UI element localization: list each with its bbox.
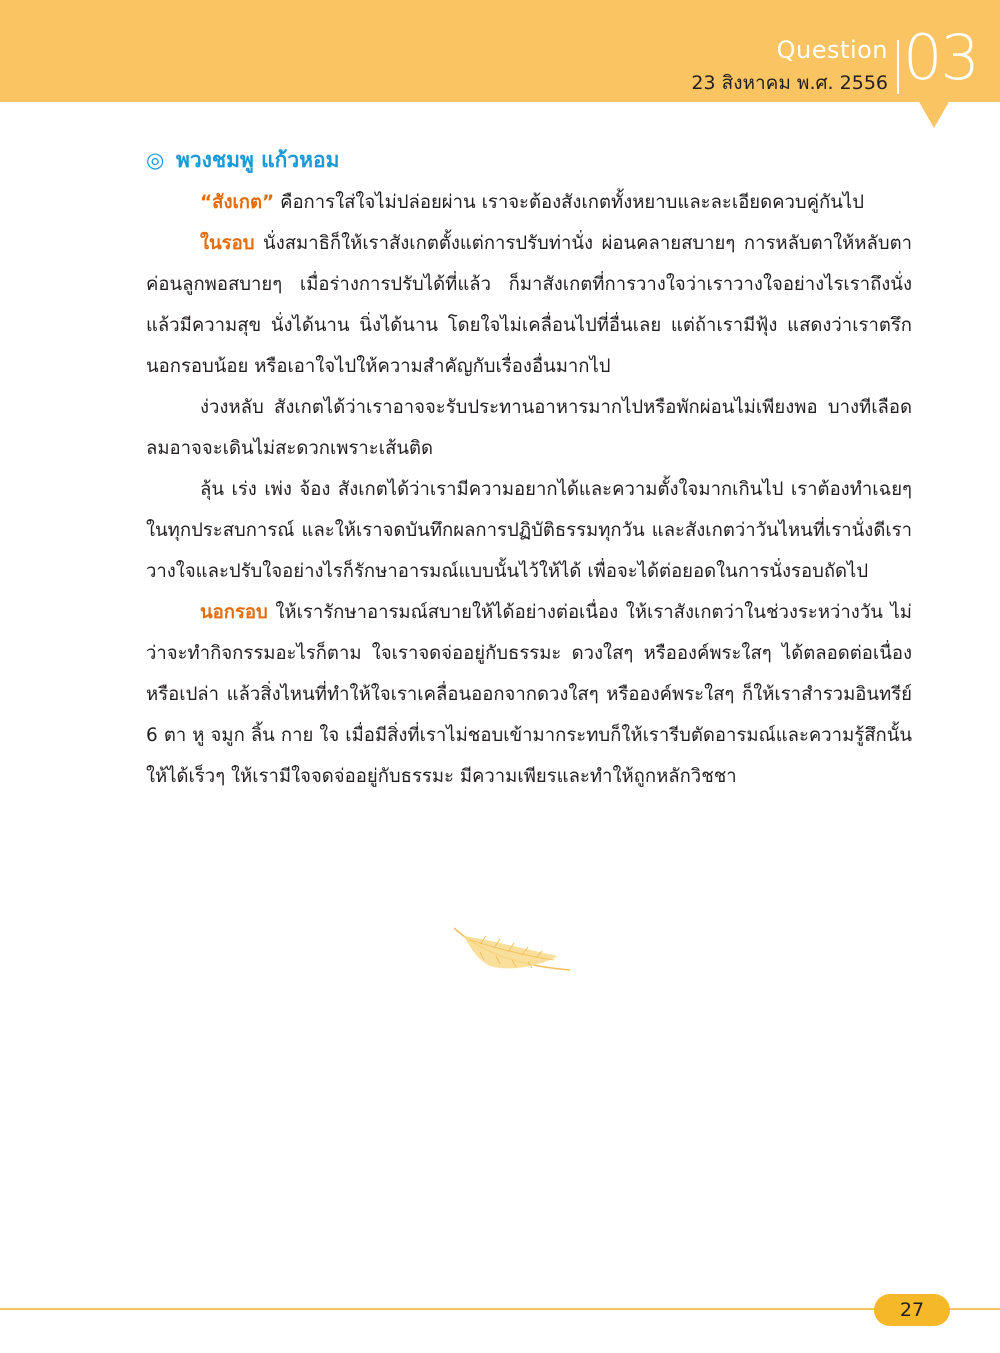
feather-icon	[450, 922, 574, 982]
keyword-out-session: นอกรอบ	[200, 602, 268, 623]
header-pointer	[918, 100, 950, 128]
paragraph-in-session	[146, 223, 912, 387]
footer-rule	[946, 1308, 1000, 1310]
header-divider	[897, 40, 899, 94]
question-number: 03	[903, 21, 978, 94]
paragraph-out-session	[146, 592, 912, 797]
paragraph-observe	[146, 182, 912, 223]
page-number: 27	[874, 1294, 950, 1326]
paragraph-text: ให้เรารักษาอารมณ์สบายให้ได้อย่างต่อเนื่อง ให้เราสังเกตว่าในช่วงระหว่างวัน ไม่ว่าจะทำกิจกรรมอะไรก็ตาม ใจเราจดจ่ออยู่กับธรรมะ ดวงใสๆ หรือองค์พระใสๆ ได้ตลอดต่อเนื่องหรือเปล่า แล้วสิ่งไหนที่ทำให้ใจเราเคลื่อนออกจากดวงใสๆ หรือองค์พระใสๆ ก็ให้เราสำรวมอินทรีย์ 6 ตา หู จมูก ลิ้น กาย ใจ เมื่อมีสิ่งที่เราไม่ชอบเข้ามากระทบก็ให้เรารีบตัดอารมณ์และความรู้สึกนั้นให้ได้เร็วๆ ให้เรามีใจจดจ่ออยู่กับธรรมะ มีความเพียรและทำให้ถูกหลักวิชชา	[146, 602, 912, 787]
paragraph-text: คือการใส่ใจไม่ปล่อยผ่าน เราจะต้องสังเกตทั้งหยาบและละเอียดควบคู่กันไป	[274, 192, 864, 213]
bullet-icon: ◎	[146, 148, 165, 172]
question-date: 23 สิงหาคม พ.ศ. 2556	[691, 72, 888, 94]
paragraph-striving: ลุ้น เร่ง เพ่ง จ้อง สังเกตได้ว่าเรามีความอยากได้และความตั้งใจมากเกินไป เราต้องทำเฉยๆ ในทุกประสบการณ์ และให้เราจดบันทึกผลการปฏิบัติธรรมทุกวัน และสังเกตว่าวันไหนที่เรานั่งดีเราวางใจและปรับใจอย่างไรก็รักษาอารมณ์แบบนั้นไว้ให้ได้ เพื่อจะได้ต่อยอดในการนั่งรอบถัดไป	[146, 479, 912, 582]
author-name: พวงชมพู แก้วหอม	[176, 148, 340, 172]
paragraph-drowsy: ง่วงหลับ สังเกตได้ว่าเราอาจจะรับประทานอาหารมากไปหรือพักผ่อนไม่เพียงพอ บางทีเลือดลมอาจจะเดินไม่สะดวกเพราะเส้นติด	[146, 397, 912, 459]
footer-rule	[0, 1308, 880, 1310]
author-heading	[146, 142, 912, 178]
paragraph-text: นั่งสมาธิก็ให้เราสังเกตตั้งแต่การปรับท่านั่ง ผ่อนคลายสบายๆ การหลับตาให้หลับตาค่อนลูกพอสบายๆ เมื่อร่างการปรับได้ที่แล้ว ก็มาสังเกตที่การวางใจว่าเราวางใจอย่างไรเราถึงนั่งแล้วมีความสุข นั่งได้นาน นิ่งได้นาน โดยใจไม่เคลื่อนไปที่อื่นเลย แต่ถ้าเรามีฟุ้ง แสดงว่าเราตรึกนอกรอบน้อย หรือเอาใจไปให้ความสำคัญกับเรื่องอื่นมากไป	[146, 233, 912, 377]
question-label: Question	[776, 36, 888, 64]
keyword-observe: “สังเกต”	[200, 192, 275, 213]
keyword-in-session: ในรอบ	[200, 233, 255, 254]
article-body	[146, 142, 912, 797]
